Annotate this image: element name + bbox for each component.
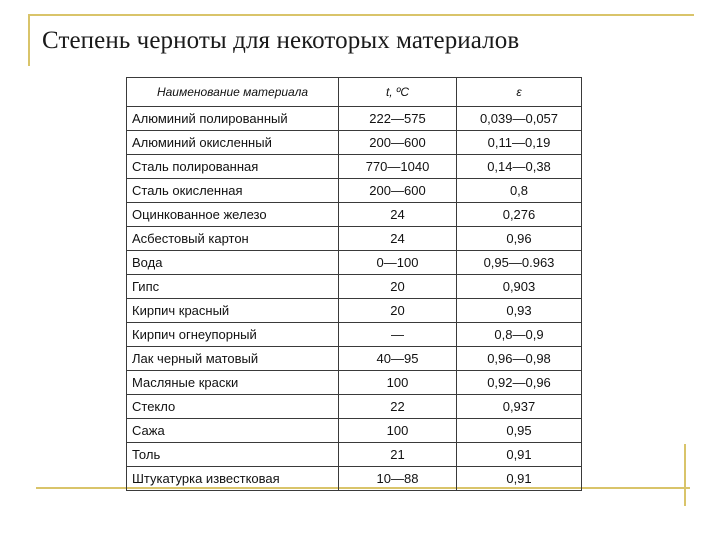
cell-temperature: 770—1040	[339, 155, 457, 179]
table-row	[127, 179, 582, 203]
cell-emissivity: 0,96	[457, 227, 582, 251]
cell-material: Сталь окисленная	[127, 179, 339, 203]
table-row	[127, 443, 582, 467]
cell-emissivity: 0,903	[457, 275, 582, 299]
cell-temperature: 0—100	[339, 251, 457, 275]
table-row	[127, 131, 582, 155]
cell-temperature: 21	[339, 443, 457, 467]
table-row	[127, 347, 582, 371]
cell-emissivity: 0,92—0,96	[457, 371, 582, 395]
cell-material: Стекло	[127, 395, 339, 419]
cell-material: Кирпич красный	[127, 299, 339, 323]
cell-material: Алюминий полированный	[127, 107, 339, 131]
cell-material: Штукатурка известковая	[127, 467, 339, 491]
cell-emissivity: 0,937	[457, 395, 582, 419]
cell-emissivity: 0,8	[457, 179, 582, 203]
header-temperature: t, ºC	[339, 78, 457, 107]
cell-temperature: 200—600	[339, 179, 457, 203]
frame-line-left	[28, 14, 30, 66]
cell-material: Кирпич огнеупорный	[127, 323, 339, 347]
header-material: Наименование материала	[127, 78, 339, 107]
cell-material: Алюминий окисленный	[127, 131, 339, 155]
cell-material: Масляные краски	[127, 371, 339, 395]
table-row	[127, 155, 582, 179]
cell-emissivity: 0,276	[457, 203, 582, 227]
cell-temperature: 24	[339, 203, 457, 227]
cell-material: Толь	[127, 443, 339, 467]
cell-material: Вода	[127, 251, 339, 275]
cell-emissivity: 0,11—0,19	[457, 131, 582, 155]
cell-material: Оцинкованное железо	[127, 203, 339, 227]
cell-temperature: 100	[339, 419, 457, 443]
cell-emissivity: 0,91	[457, 467, 582, 491]
table-row	[127, 395, 582, 419]
cell-temperature: 20	[339, 275, 457, 299]
header-emissivity: ε	[457, 78, 582, 107]
cell-material: Асбестовый картон	[127, 227, 339, 251]
frame-line-right	[684, 444, 686, 506]
cell-emissivity: 0,95	[457, 419, 582, 443]
cell-emissivity: 0,96—0,98	[457, 347, 582, 371]
table-row	[127, 275, 582, 299]
cell-temperature: 20	[339, 299, 457, 323]
cell-emissivity: 0,91	[457, 443, 582, 467]
table-row	[127, 203, 582, 227]
table-row	[127, 323, 582, 347]
table-row	[127, 419, 582, 443]
cell-emissivity: 0,95—0.963	[457, 251, 582, 275]
table-row	[127, 299, 582, 323]
cell-material: Сажа	[127, 419, 339, 443]
table-row	[127, 371, 582, 395]
table-row	[127, 251, 582, 275]
cell-temperature: 10—88	[339, 467, 457, 491]
cell-material: Лак черный матовый	[127, 347, 339, 371]
table-row	[127, 227, 582, 251]
cell-emissivity: 0,039—0,057	[457, 107, 582, 131]
table-header-row	[127, 78, 582, 107]
cell-temperature: 24	[339, 227, 457, 251]
cell-emissivity: 0,14—0,38	[457, 155, 582, 179]
cell-temperature: 200—600	[339, 131, 457, 155]
cell-temperature: 100	[339, 371, 457, 395]
cell-temperature: 40—95	[339, 347, 457, 371]
cell-emissivity: 0,93	[457, 299, 582, 323]
cell-material: Сталь полированная	[127, 155, 339, 179]
cell-temperature: 22	[339, 395, 457, 419]
table-row	[127, 107, 582, 131]
frame-line-top	[28, 14, 694, 16]
cell-emissivity: 0,8—0,9	[457, 323, 582, 347]
cell-temperature: —	[339, 323, 457, 347]
cell-temperature: 222—575	[339, 107, 457, 131]
materials-table	[126, 77, 582, 491]
cell-material: Гипс	[127, 275, 339, 299]
table-row	[127, 467, 582, 491]
slide-title: Степень черноты для некоторых материалов	[42, 27, 520, 54]
